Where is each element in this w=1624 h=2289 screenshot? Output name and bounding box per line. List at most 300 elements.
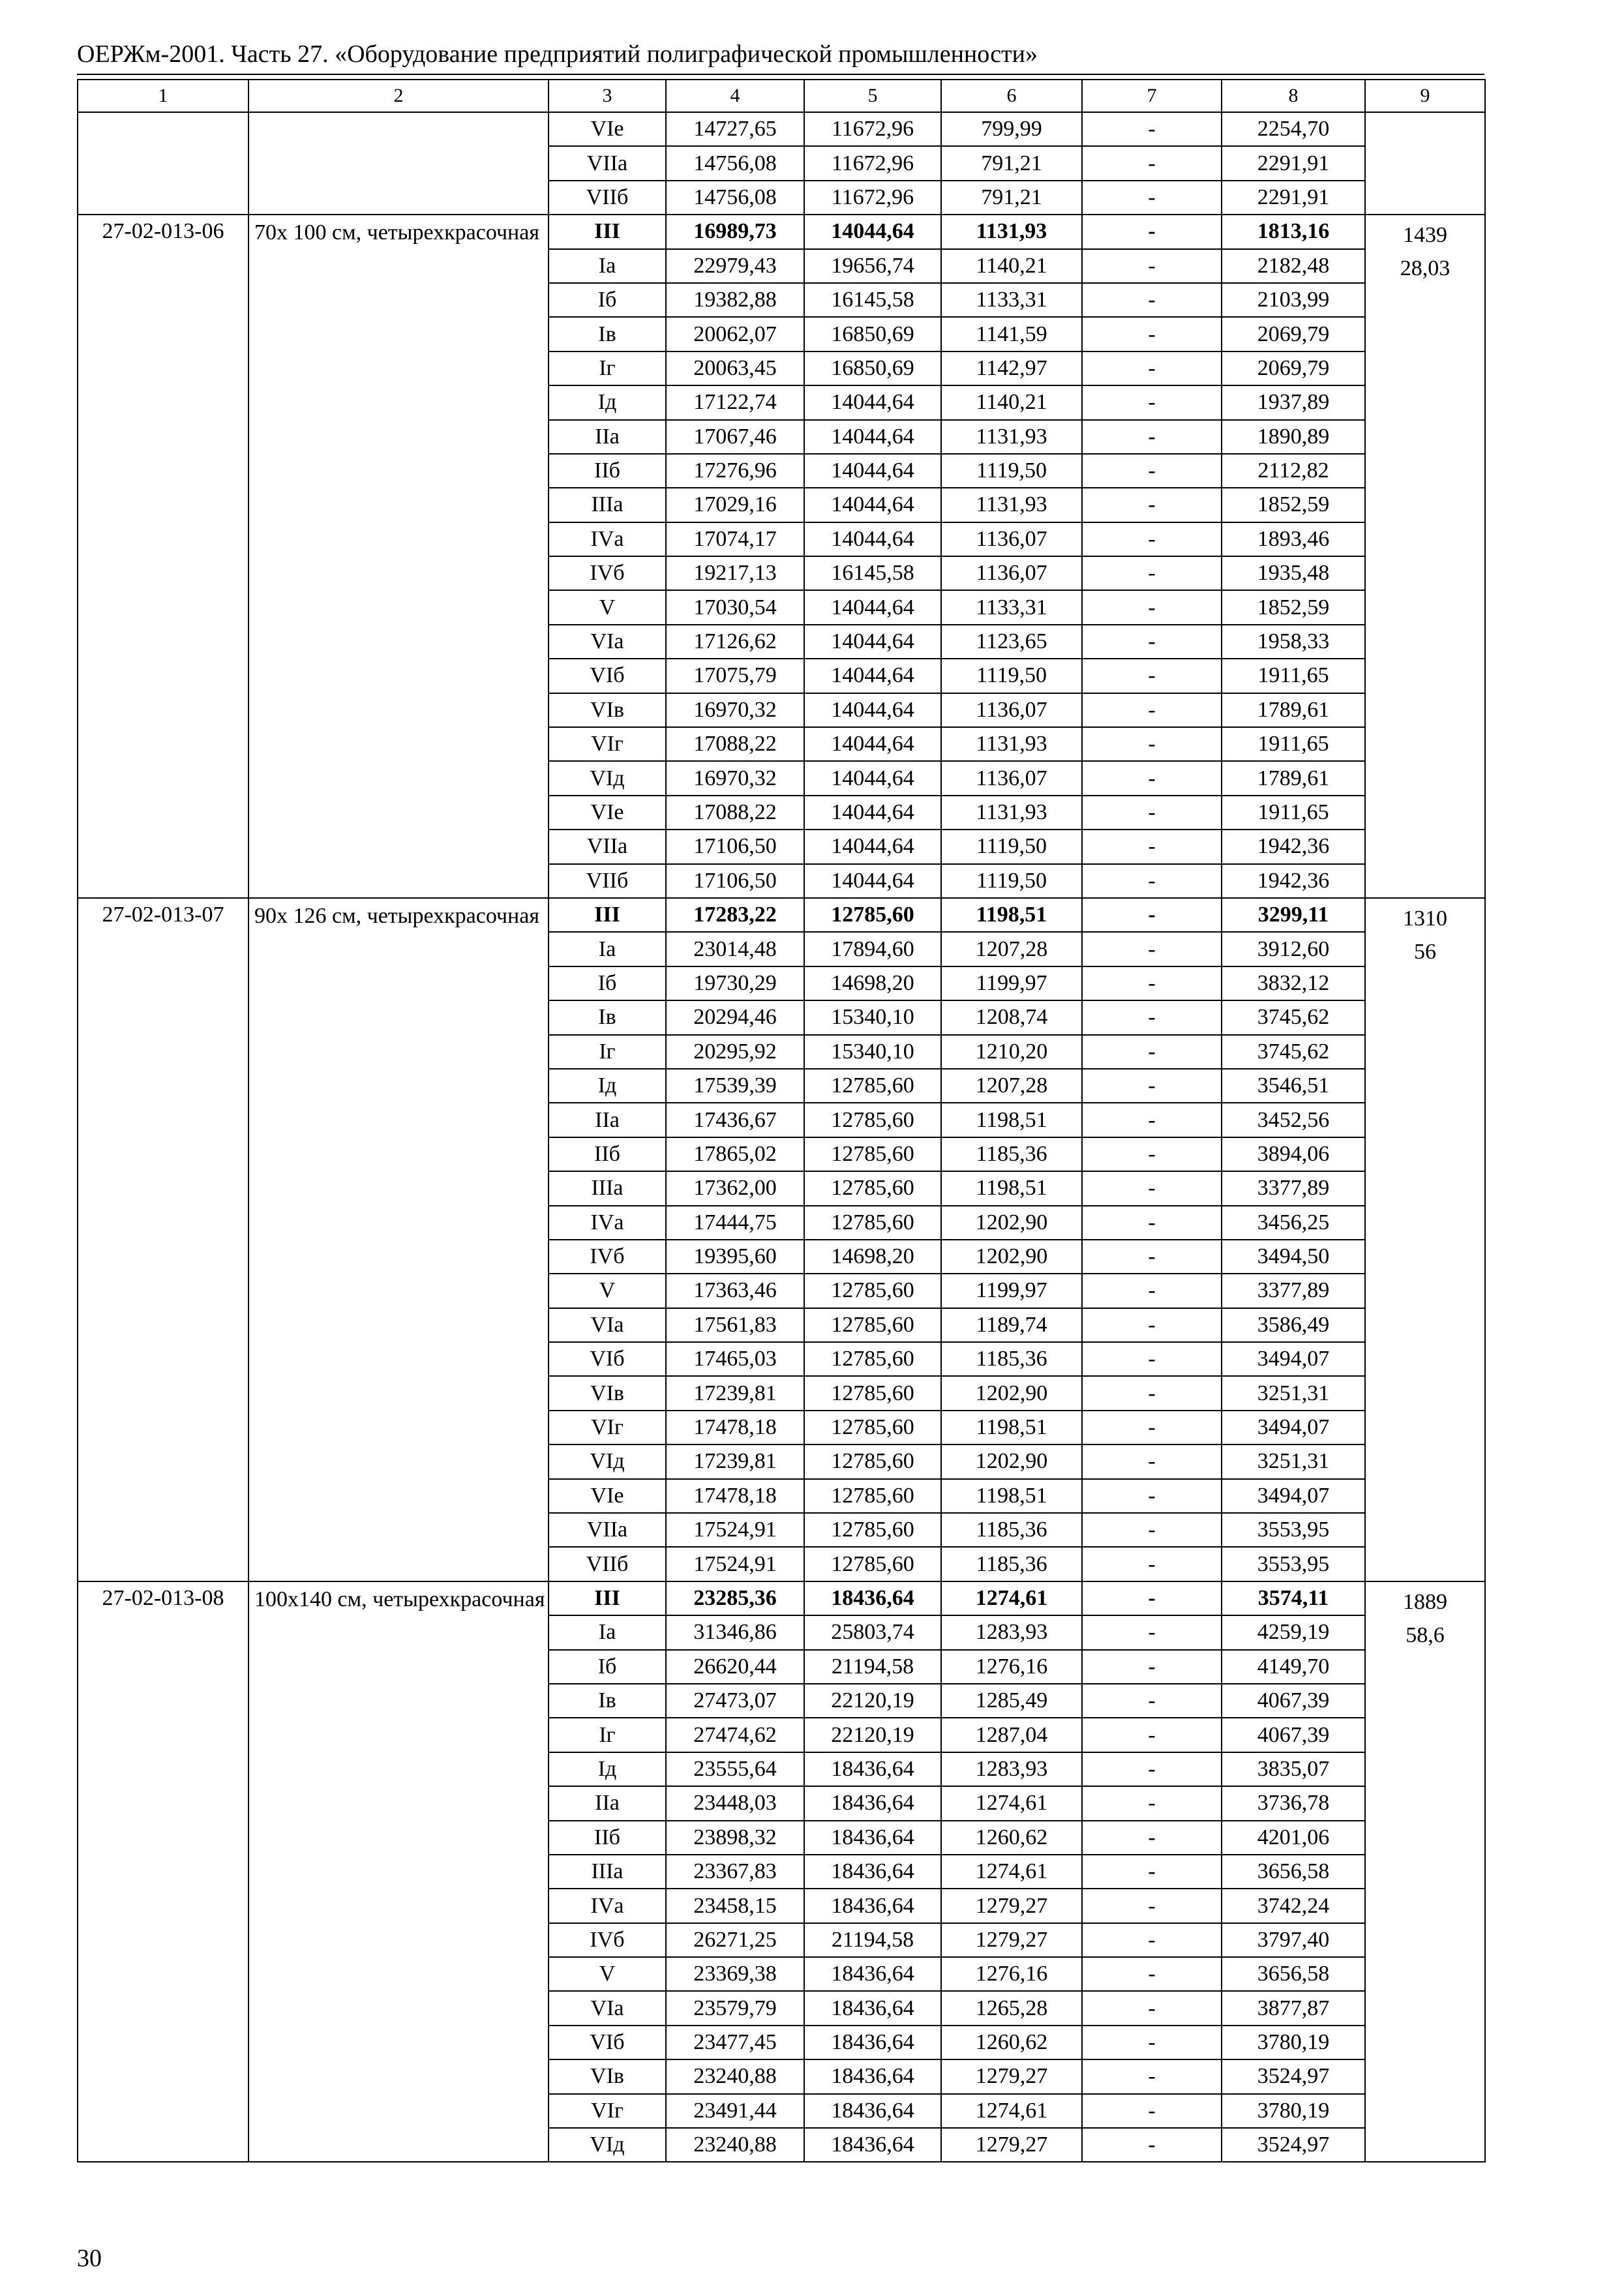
cell-col-8: 4067,39	[1222, 1684, 1365, 1718]
cell-col-5: 25803,74	[804, 1615, 941, 1649]
cell-col-7: -	[1082, 1274, 1222, 1308]
cell-col-4: 17088,22	[666, 727, 804, 761]
cell-col-6: 1202,90	[941, 1444, 1082, 1478]
cell-col-4: 22979,43	[666, 249, 804, 283]
price-table	[77, 79, 1486, 2162]
cell-col-5: 14044,64	[804, 625, 941, 659]
cell-col-5: 14044,64	[804, 590, 941, 624]
cell-col-6: 1140,21	[941, 385, 1082, 419]
column-number: 3	[549, 80, 666, 112]
column-number: 1	[78, 80, 248, 112]
cell-col-8: 2254,70	[1222, 112, 1365, 146]
cell-col-5: 14044,64	[804, 796, 941, 830]
cell-col-5: 12785,60	[804, 898, 941, 932]
column-number: 6	[941, 80, 1082, 112]
mass-cell	[1365, 112, 1485, 215]
cell-col-8: 4201,06	[1222, 1821, 1365, 1855]
cell-col-8: 3524,97	[1222, 2059, 1365, 2093]
cell-col-6: 1119,50	[941, 830, 1082, 863]
cell-col-8: 3456,25	[1222, 1206, 1365, 1240]
cell-col-5: 11672,96	[804, 146, 941, 180]
cell-col-3: VIд	[549, 761, 666, 795]
cell-col-3: VIIб	[549, 181, 666, 215]
item-code: 27-02-013-07	[78, 898, 248, 1581]
cell-col-3: VIб	[549, 659, 666, 693]
cell-col-5: 16850,69	[804, 352, 941, 385]
cell-col-5: 15340,10	[804, 1000, 941, 1034]
cell-col-7: -	[1082, 112, 1222, 146]
cell-col-5: 12785,60	[804, 1547, 941, 1581]
cell-col-3: V	[549, 1957, 666, 1991]
cell-col-3: III	[549, 215, 666, 248]
cell-col-5: 18436,64	[804, 1957, 941, 1991]
column-number: 8	[1222, 80, 1365, 112]
cell-col-5: 11672,96	[804, 181, 941, 215]
cell-col-3: VIв	[549, 1376, 666, 1410]
cell-col-4: 17029,16	[666, 488, 804, 522]
cell-col-6: 1140,21	[941, 249, 1082, 283]
cell-col-5: 16145,58	[804, 283, 941, 317]
cell-col-4: 23491,44	[666, 2094, 804, 2128]
cell-col-6: 1123,65	[941, 625, 1082, 659]
cell-col-8: 3553,95	[1222, 1547, 1365, 1581]
cell-col-8: 3912,60	[1222, 932, 1365, 966]
cell-col-4: 17067,46	[666, 420, 804, 454]
cell-col-4: 17106,50	[666, 830, 804, 863]
cell-col-4: 23240,88	[666, 2128, 804, 2162]
cell-col-7: -	[1082, 1444, 1222, 1478]
cell-col-8: 3745,62	[1222, 1000, 1365, 1034]
cell-col-8: 3494,50	[1222, 1240, 1365, 1274]
cell-col-4: 17239,81	[666, 1444, 804, 1478]
cell-col-6: 1119,50	[941, 864, 1082, 898]
cell-col-6: 1207,28	[941, 932, 1082, 966]
cell-col-7: -	[1082, 352, 1222, 385]
cell-col-5: 12785,60	[804, 1137, 941, 1171]
cell-col-6: 1189,74	[941, 1308, 1082, 1342]
cell-col-3: Iд	[549, 1752, 666, 1786]
cell-col-7: -	[1082, 1615, 1222, 1649]
cell-col-5: 14044,64	[804, 488, 941, 522]
mass-value: 28,03	[1400, 256, 1451, 281]
price-table-body	[78, 80, 1485, 2162]
cell-col-5: 18436,64	[804, 1752, 941, 1786]
cell-col-6: 1131,93	[941, 727, 1082, 761]
cell-col-8: 3494,07	[1222, 1411, 1365, 1444]
cell-col-4: 17465,03	[666, 1342, 804, 1376]
cell-col-6: 1119,50	[941, 454, 1082, 488]
cell-col-5: 14044,64	[804, 693, 941, 727]
cell-col-6: 1279,27	[941, 1889, 1082, 1922]
mass-value: 1889	[1403, 1589, 1447, 1614]
cell-col-3: VIг	[549, 1411, 666, 1444]
cell-col-4: 17363,46	[666, 1274, 804, 1308]
cell-col-6: 1274,61	[941, 1786, 1082, 1820]
cell-col-6: 1260,62	[941, 1821, 1082, 1855]
cell-col-4: 19730,29	[666, 966, 804, 1000]
cell-col-6: 1185,36	[941, 1342, 1082, 1376]
mass-cell	[1365, 1581, 1485, 2162]
cell-col-6: 1199,97	[941, 1274, 1082, 1308]
cell-col-8: 1911,65	[1222, 727, 1365, 761]
cell-col-7: -	[1082, 864, 1222, 898]
cell-col-3: VIIб	[549, 864, 666, 898]
cell-col-7: -	[1082, 1855, 1222, 1889]
cell-col-8: 3377,89	[1222, 1274, 1365, 1308]
cell-col-7: -	[1082, 1684, 1222, 1718]
cell-col-7: -	[1082, 1581, 1222, 1615]
mass-cell	[1365, 898, 1485, 1581]
cell-col-5: 18436,64	[804, 2059, 941, 2093]
page-number: 30	[77, 2245, 102, 2272]
cell-col-3: VIг	[549, 2094, 666, 2128]
cell-col-7: -	[1082, 590, 1222, 624]
cell-col-5: 14044,64	[804, 659, 941, 693]
cell-col-3: IIа	[549, 1786, 666, 1820]
cell-col-8: 1893,46	[1222, 522, 1365, 556]
cell-col-8: 1958,33	[1222, 625, 1365, 659]
header-rule	[77, 74, 1484, 75]
cell-col-5: 12785,60	[804, 1274, 941, 1308]
cell-col-4: 23458,15	[666, 1889, 804, 1922]
cell-col-4: 20295,92	[666, 1035, 804, 1069]
cell-col-3: Iа	[549, 249, 666, 283]
cell-col-3: V	[549, 590, 666, 624]
cell-col-6: 1136,07	[941, 761, 1082, 795]
cell-col-8: 1852,59	[1222, 488, 1365, 522]
cell-col-5: 18436,64	[804, 1889, 941, 1922]
cell-col-8: 3494,07	[1222, 1342, 1365, 1376]
cell-col-8: 2291,91	[1222, 181, 1365, 215]
column-number-row	[78, 80, 1485, 112]
cell-col-8: 1942,36	[1222, 830, 1365, 863]
cell-col-3: Iв	[549, 1000, 666, 1034]
cell-col-3: IVа	[549, 1206, 666, 1240]
cell-col-3: VIг	[549, 727, 666, 761]
cell-col-7: -	[1082, 1171, 1222, 1205]
cell-col-5: 12785,60	[804, 1513, 941, 1547]
cell-col-7: -	[1082, 932, 1222, 966]
cell-col-8: 3524,97	[1222, 2128, 1365, 2162]
cell-col-3: IIIа	[549, 1171, 666, 1205]
cell-col-7: -	[1082, 1957, 1222, 1991]
cell-col-5: 14698,20	[804, 966, 941, 1000]
cell-col-8: 3832,12	[1222, 966, 1365, 1000]
cell-col-3: Iв	[549, 1684, 666, 1718]
cell-col-3: VIб	[549, 1342, 666, 1376]
cell-col-6: 1185,36	[941, 1513, 1082, 1547]
cell-col-7: -	[1082, 2059, 1222, 2093]
cell-col-5: 12785,60	[804, 1103, 941, 1137]
cell-col-4: 17478,18	[666, 1479, 804, 1513]
cell-col-3: VIIб	[549, 1547, 666, 1581]
cell-col-3: IIа	[549, 1103, 666, 1137]
cell-col-4: 17030,54	[666, 590, 804, 624]
cell-col-5: 18436,64	[804, 1786, 941, 1820]
cell-col-8: 3251,31	[1222, 1376, 1365, 1410]
cell-col-8: 3377,89	[1222, 1171, 1365, 1205]
cell-col-3: IIб	[549, 1137, 666, 1171]
cell-col-6: 1260,62	[941, 2026, 1082, 2059]
cell-col-6: 1279,27	[941, 2128, 1082, 2162]
cell-col-5: 14044,64	[804, 864, 941, 898]
cell-col-3: III	[549, 1581, 666, 1615]
cell-col-7: -	[1082, 556, 1222, 590]
cell-col-7: -	[1082, 1786, 1222, 1820]
cell-col-8: 2182,48	[1222, 249, 1365, 283]
cell-col-4: 16970,32	[666, 761, 804, 795]
cell-col-4: 17122,74	[666, 385, 804, 419]
cell-col-7: -	[1082, 693, 1222, 727]
cell-col-6: 1276,16	[941, 1957, 1082, 1991]
cell-col-4: 19217,13	[666, 556, 804, 590]
cell-col-3: Iд	[549, 1069, 666, 1103]
cell-col-7: -	[1082, 898, 1222, 932]
cell-col-6: 1199,97	[941, 966, 1082, 1000]
cell-col-3: IVб	[549, 556, 666, 590]
mass-value: 56	[1414, 939, 1436, 964]
cell-col-4: 14727,65	[666, 112, 804, 146]
cell-col-6: 1279,27	[941, 2059, 1082, 2093]
cell-col-4: 17074,17	[666, 522, 804, 556]
cell-col-6: 1131,93	[941, 215, 1082, 248]
cell-col-6: 1198,51	[941, 1171, 1082, 1205]
item-description: 100x140 см, четырехкрасочная	[248, 1581, 549, 2162]
cell-col-3: VIв	[549, 693, 666, 727]
cell-col-4: 20063,45	[666, 352, 804, 385]
cell-col-8: 3797,40	[1222, 1923, 1365, 1957]
cell-col-6: 1198,51	[941, 1103, 1082, 1137]
cell-col-4: 19395,60	[666, 1240, 804, 1274]
cell-col-4: 23240,88	[666, 2059, 804, 2093]
cell-col-5: 12785,60	[804, 1444, 941, 1478]
cell-col-6: 1185,36	[941, 1547, 1082, 1581]
cell-col-7: -	[1082, 2128, 1222, 2162]
cell-col-3: Iг	[549, 1035, 666, 1069]
cell-col-4: 23898,32	[666, 1821, 804, 1855]
cell-col-6: 1202,90	[941, 1206, 1082, 1240]
cell-col-8: 1789,61	[1222, 761, 1365, 795]
item-code: 27-02-013-06	[78, 215, 248, 898]
cell-col-3: Iа	[549, 932, 666, 966]
column-number: 5	[804, 80, 941, 112]
cell-col-3: Iд	[549, 385, 666, 419]
cell-col-4: 20062,07	[666, 317, 804, 351]
cell-col-8: 2069,79	[1222, 352, 1365, 385]
cell-col-4: 26620,44	[666, 1650, 804, 1684]
cell-col-4: 23369,38	[666, 1957, 804, 1991]
cell-col-5: 16145,58	[804, 556, 941, 590]
cell-col-3: V	[549, 1274, 666, 1308]
cell-col-8: 1890,89	[1222, 420, 1365, 454]
cell-col-8: 3742,24	[1222, 1889, 1365, 1922]
cell-col-4: 17276,96	[666, 454, 804, 488]
cell-col-5: 15340,10	[804, 1035, 941, 1069]
cell-col-6: 1142,97	[941, 352, 1082, 385]
cell-col-5: 14044,64	[804, 761, 941, 795]
cell-col-7: -	[1082, 1103, 1222, 1137]
cell-col-7: -	[1082, 522, 1222, 556]
cell-col-4: 23448,03	[666, 1786, 804, 1820]
cell-col-5: 12785,60	[804, 1069, 941, 1103]
cell-col-4: 23579,79	[666, 1991, 804, 2025]
cell-col-8: 3656,58	[1222, 1855, 1365, 1889]
cell-col-8: 4259,19	[1222, 1615, 1365, 1649]
cell-col-7: -	[1082, 830, 1222, 863]
cell-col-8: 2291,91	[1222, 146, 1365, 180]
cell-col-6: 1279,27	[941, 1923, 1082, 1957]
cell-col-3: IVб	[549, 1240, 666, 1274]
cell-col-7: -	[1082, 1206, 1222, 1240]
cell-col-6: 1131,93	[941, 488, 1082, 522]
cell-col-6: 1287,04	[941, 1718, 1082, 1752]
item-description: 90x 126 см, четырехкрасочная	[248, 898, 549, 1581]
cell-col-7: -	[1082, 761, 1222, 795]
cell-col-8: 1789,61	[1222, 693, 1365, 727]
cell-col-6: 1283,93	[941, 1752, 1082, 1786]
cell-col-5: 14044,64	[804, 385, 941, 419]
cell-col-4: 17539,39	[666, 1069, 804, 1103]
cell-col-3: VIе	[549, 1479, 666, 1513]
cell-col-7: -	[1082, 1376, 1222, 1410]
table-row	[78, 215, 1485, 248]
cell-col-4: 17075,79	[666, 659, 804, 693]
cell-col-5: 18436,64	[804, 1855, 941, 1889]
cell-col-5: 16850,69	[804, 317, 941, 351]
table-row	[78, 112, 1485, 146]
cell-col-5: 17894,60	[804, 932, 941, 966]
cell-col-3: Iб	[549, 1650, 666, 1684]
cell-col-5: 14044,64	[804, 215, 941, 248]
cell-col-8: 3546,51	[1222, 1069, 1365, 1103]
cell-col-5: 18436,64	[804, 1991, 941, 2025]
cell-col-3: IIа	[549, 420, 666, 454]
cell-col-6: 1285,49	[941, 1684, 1082, 1718]
cell-col-8: 1911,65	[1222, 659, 1365, 693]
cell-col-6: 1141,59	[941, 317, 1082, 351]
cell-col-5: 18436,64	[804, 2026, 941, 2059]
cell-col-8: 3745,62	[1222, 1035, 1365, 1069]
cell-col-7: -	[1082, 420, 1222, 454]
cell-col-5: 22120,19	[804, 1718, 941, 1752]
cell-col-3: Iг	[549, 352, 666, 385]
cell-col-8: 1813,16	[1222, 215, 1365, 248]
cell-col-3: VIе	[549, 112, 666, 146]
cell-col-4: 23555,64	[666, 1752, 804, 1786]
cell-col-7: -	[1082, 1479, 1222, 1513]
cell-col-3: VIа	[549, 1991, 666, 2025]
cell-col-7: -	[1082, 796, 1222, 830]
cell-col-3: VIIа	[549, 1513, 666, 1547]
cell-col-6: 1198,51	[941, 1411, 1082, 1444]
cell-col-8: 3586,49	[1222, 1308, 1365, 1342]
cell-col-6: 1276,16	[941, 1650, 1082, 1684]
cell-col-6: 1283,93	[941, 1615, 1082, 1649]
cell-col-3: Iа	[549, 1615, 666, 1649]
cell-col-6: 1131,93	[941, 796, 1082, 830]
column-number: 4	[666, 80, 804, 112]
cell-col-5: 14044,64	[804, 454, 941, 488]
cell-col-5: 18436,64	[804, 1581, 941, 1615]
cell-col-4: 20294,46	[666, 1000, 804, 1034]
cell-col-4: 17444,75	[666, 1206, 804, 1240]
table-row	[78, 1581, 1485, 1615]
cell-col-7: -	[1082, 1718, 1222, 1752]
cell-col-3: VIа	[549, 625, 666, 659]
cell-col-6: 799,99	[941, 112, 1082, 146]
cell-col-7: -	[1082, 1991, 1222, 2025]
cell-col-3: IVб	[549, 1923, 666, 1957]
cell-col-3: VIIа	[549, 830, 666, 863]
cell-col-4: 17478,18	[666, 1411, 804, 1444]
cell-col-7: -	[1082, 1889, 1222, 1922]
cell-col-4: 17524,91	[666, 1513, 804, 1547]
cell-col-3: IIб	[549, 1821, 666, 1855]
cell-col-4: 17239,81	[666, 1376, 804, 1410]
cell-col-3: IIб	[549, 454, 666, 488]
cell-col-7: -	[1082, 2094, 1222, 2128]
cell-col-4: 17561,83	[666, 1308, 804, 1342]
cell-col-8: 3251,31	[1222, 1444, 1365, 1478]
cell-col-4: 23285,36	[666, 1581, 804, 1615]
cell-col-4: 31346,86	[666, 1615, 804, 1649]
mass-value: 1439	[1403, 223, 1447, 248]
cell-col-6: 1136,07	[941, 693, 1082, 727]
cell-col-5: 14044,64	[804, 727, 941, 761]
cell-col-4: 26271,25	[666, 1923, 804, 1957]
cell-col-5: 12785,60	[804, 1171, 941, 1205]
cell-col-5: 22120,19	[804, 1684, 941, 1718]
cell-col-4: 27474,62	[666, 1718, 804, 1752]
cell-col-4: 27473,07	[666, 1684, 804, 1718]
cell-col-8: 4149,70	[1222, 1650, 1365, 1684]
cell-col-5: 18436,64	[804, 1821, 941, 1855]
cell-col-8: 3553,95	[1222, 1513, 1365, 1547]
cell-col-8: 3494,07	[1222, 1479, 1365, 1513]
cell-col-8: 3656,58	[1222, 1957, 1365, 1991]
cell-col-6: 1136,07	[941, 556, 1082, 590]
cell-col-6: 1202,90	[941, 1240, 1082, 1274]
cell-col-6: 1210,20	[941, 1035, 1082, 1069]
cell-col-4: 17106,50	[666, 864, 804, 898]
cell-col-7: -	[1082, 1137, 1222, 1171]
cell-col-5: 14698,20	[804, 1240, 941, 1274]
cell-col-5: 11672,96	[804, 112, 941, 146]
cell-col-7: -	[1082, 1923, 1222, 1957]
cell-col-6: 791,21	[941, 181, 1082, 215]
cell-col-7: -	[1082, 215, 1222, 248]
cell-col-6: 1133,31	[941, 590, 1082, 624]
cell-col-6: 1274,61	[941, 1855, 1082, 1889]
cell-col-4: 17865,02	[666, 1137, 804, 1171]
page-header: ОЕРЖм-2001. Часть 27. «Оборудование предприятий полиграфической промышленности»	[77, 40, 1038, 68]
column-number: 2	[248, 80, 549, 112]
cell-col-7: -	[1082, 1650, 1222, 1684]
cell-col-6: 1198,51	[941, 1479, 1082, 1513]
cell-col-8: 3835,07	[1222, 1752, 1365, 1786]
cell-col-8: 3736,78	[1222, 1786, 1365, 1820]
cell-col-3: VIе	[549, 796, 666, 830]
cell-col-6: 1208,74	[941, 1000, 1082, 1034]
mass-value: 1310	[1403, 906, 1447, 931]
cell-col-7: -	[1082, 146, 1222, 180]
cell-col-5: 14044,64	[804, 830, 941, 863]
item-code	[78, 112, 248, 215]
cell-col-7: -	[1082, 2026, 1222, 2059]
cell-col-5: 12785,60	[804, 1342, 941, 1376]
cell-col-4: 16970,32	[666, 693, 804, 727]
cell-col-3: VIIа	[549, 146, 666, 180]
